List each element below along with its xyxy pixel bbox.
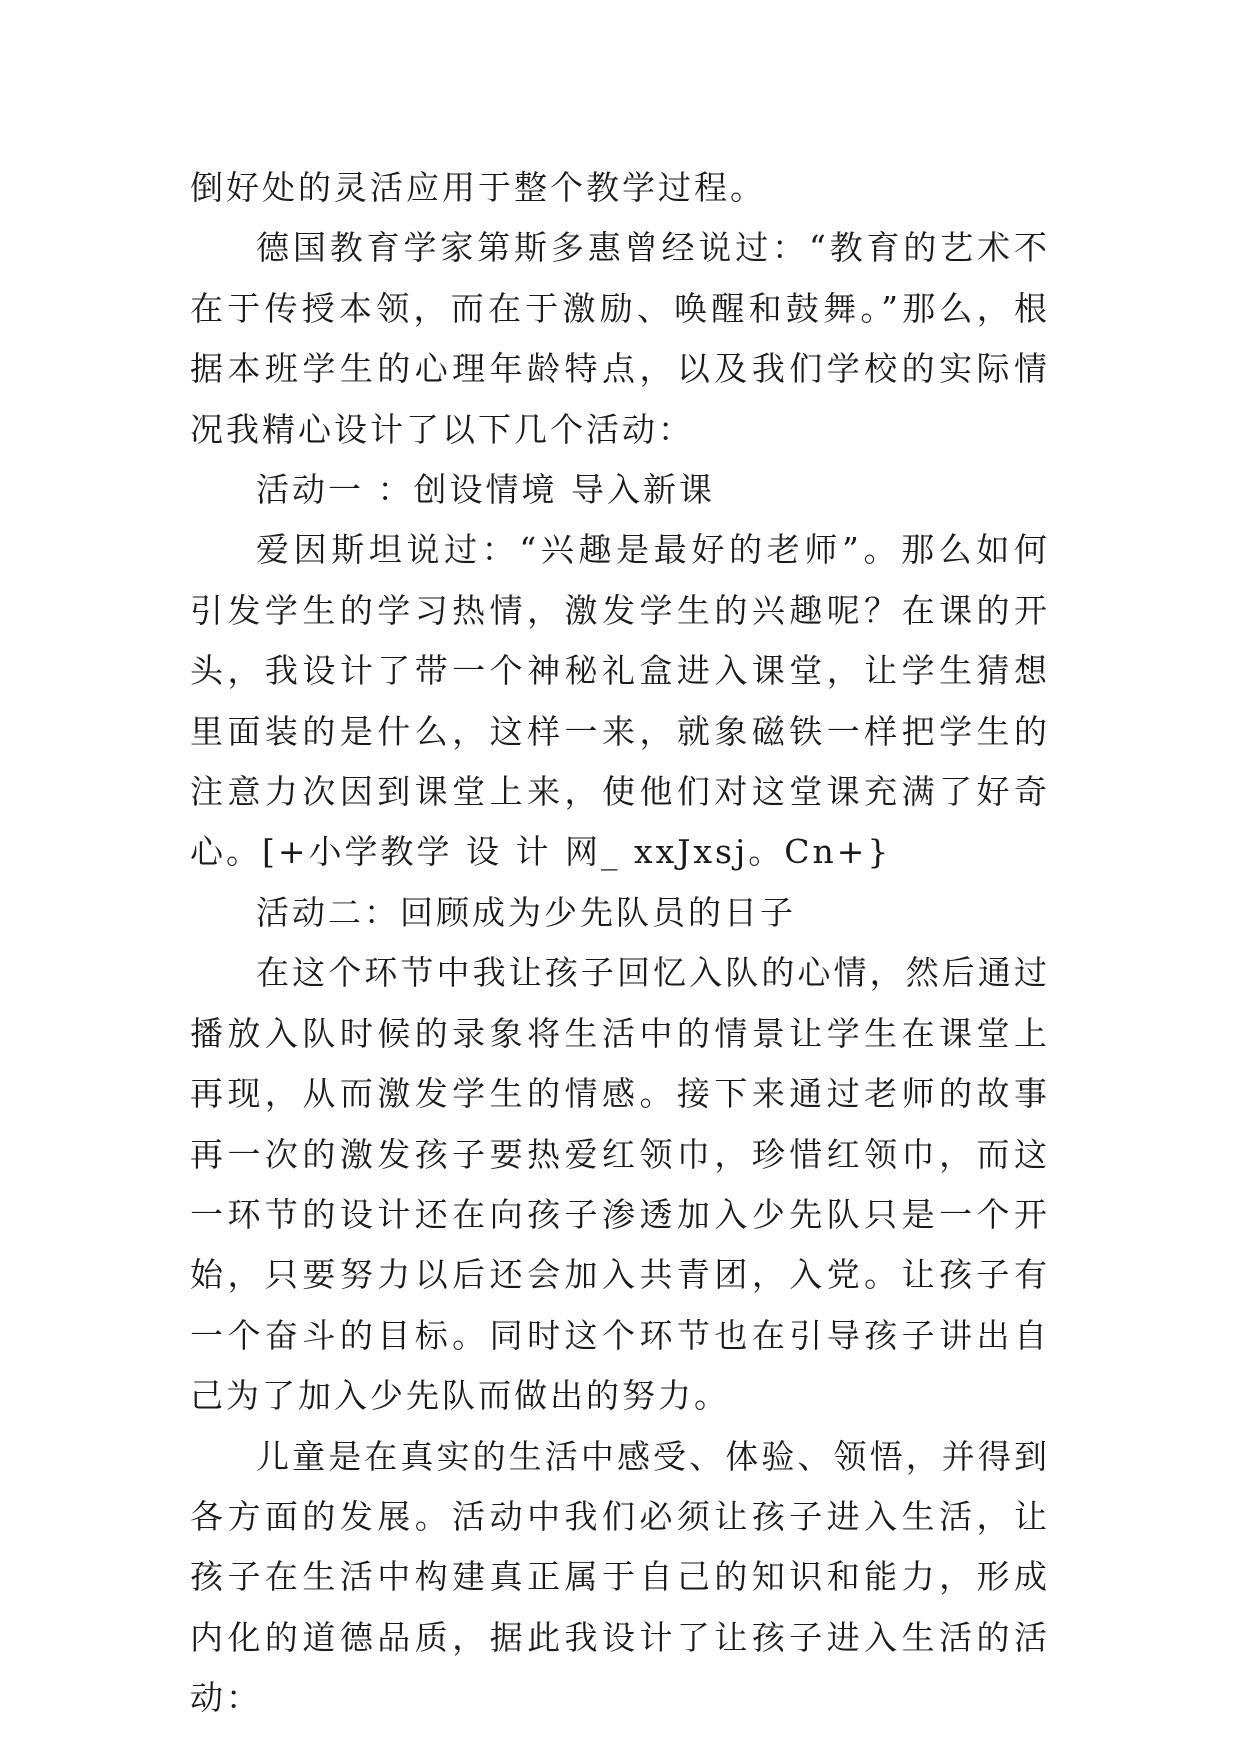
activity-one-heading: 活动一 ：创设情境 导入新课	[256, 470, 715, 510]
document-body	[190, 158, 1050, 1729]
paragraph-4: 爱因斯坦说过：“兴趣是最好的老师”。那么如何引发学生的学习热情，激发学生的兴趣呢？在课的开头，我设计了带一个神秘礼盒进入课堂，让学生猜想里面装的是什么，这样一来，就象磁铁一样把学生的注意力次因到课堂上来，使他们对这堂课充满了好奇心。[+小学教学 设 计 网_ xxJxsj。Cn+}	[190, 530, 1050, 872]
paragraph-7: 儿童是在真实的生活中感受、体验、领悟，并得到各方面的发展。活动中我们必须让孩子进入生活，让孩子在生活中构建真正属于自己的知识和能力，形成内化的道德品质，据此我设计了让孩子进入生活的活动：	[190, 1436, 1050, 1718]
paragraph-2: 德国教育学家第斯多惠曾经说过：“教育的艺术不在于传授本领，而在于激励、唤醒和鼓舞。”那么，根据本班学生的心理年龄特点，以及我们学校的实际情况我精心设计了以下几个活动：	[190, 228, 1050, 449]
paragraph-1: 倒好处的灵活应用于整个教学过程。	[190, 168, 766, 207]
paragraph-6: 在这个环节中我让孩子回忆入队的心情，然后通过播放入队时候的录象将生活中的情景让学生在课堂上再现，从而激发学生的情感。接下来通过老师的故事再一次的激发孩子要热爱红领巾，珍惜红领巾，而这一环节的设计还在向孩子渗透加入少先队只是一个开始，只要努力以后还会加入共青团，入党。让孩子有一个奋斗的目标。同时这个环节也在引导孩子讲出自己为了加入少先队而做出的努力。	[190, 953, 1050, 1416]
activity-two-heading: 活动二：回顾成为少先队员的日子	[256, 892, 796, 932]
